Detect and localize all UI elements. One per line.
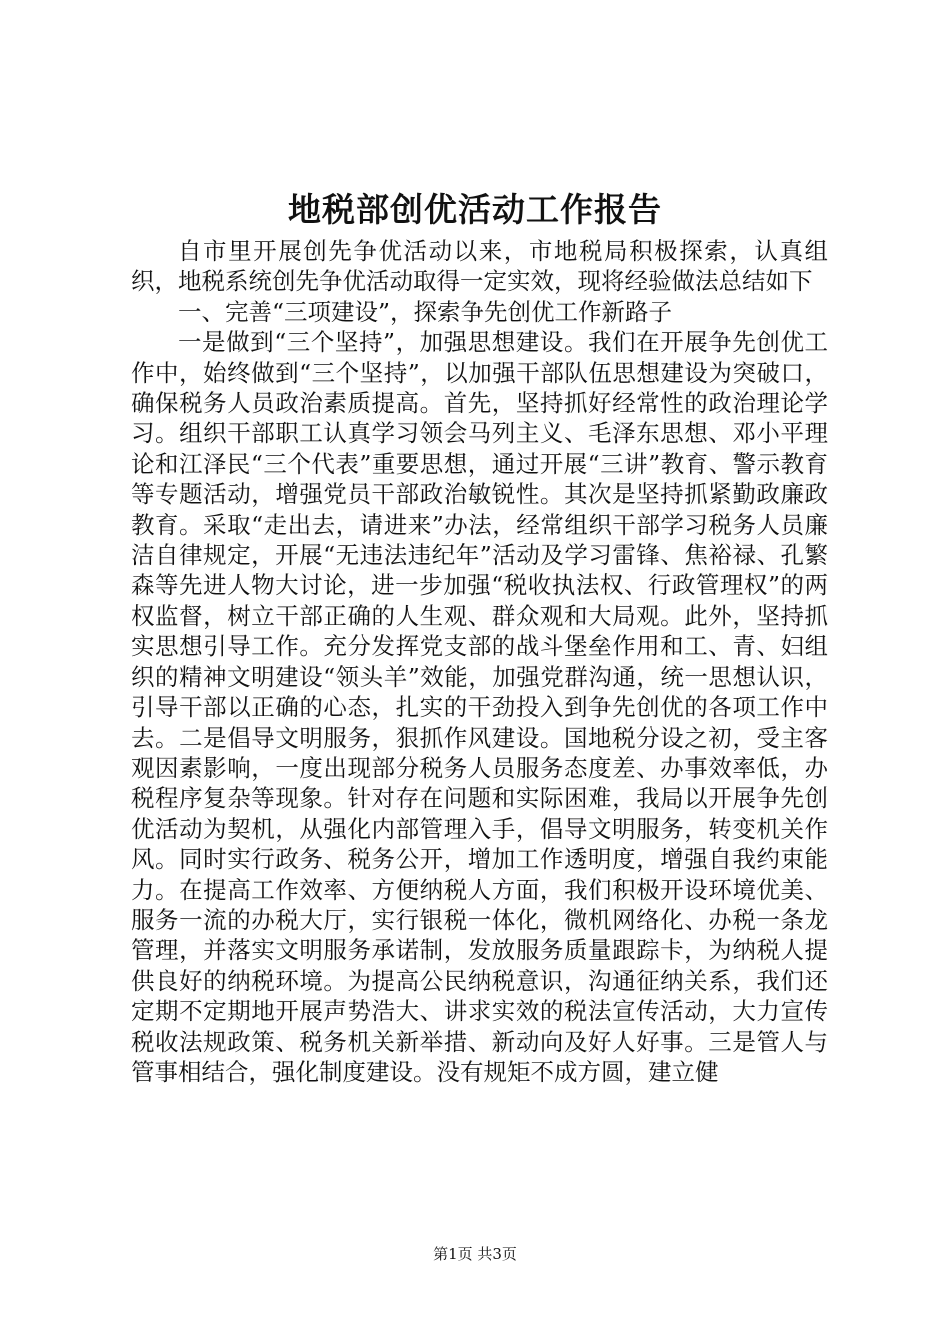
page-footer: 第1页 共3页 xyxy=(433,1245,517,1263)
paragraph-intro: 自市里开展创先争优活动以来，市地税局积极探索，认真组织，地税系统创先争优活动取得一定实效，现将经验做法总结如下 xyxy=(131,237,828,296)
document-title: 地税部创优活动工作报告 xyxy=(288,190,662,229)
section-heading-1: 一、完善“三项建设”，探索争先创优工作新路子 xyxy=(178,297,673,326)
document-body xyxy=(131,236,828,1087)
paragraph-main: 一是做到“三个坚持”，加强思想建设。我们在开展争先创优工作中，始终做到“三个坚持”，以加强干部队伍思想建设为突破口，确保税务人员政治素质提高。首先，坚持抓好经常性的政治理论学习。组织干部职工认真学习领会马列主义、毛泽东思想、邓小平理论和江泽民“三个代表”重要思想，通过开展“三讲”教育、警示教育等专题活动，增强党员干部政治敏锐性。其次是坚持抓紧勤政廉政教育。采取“走出去，请进来”办法，经常组织干部学习税务人员廉洁自律规定，开展“无违法违纪年”活动及学习雷锋、焦裕禄、孔繁森等先进人物大讨论，进一步加强“税收执法权、行政管理权”的两权监督，树立干部正确的人生观、群众观和大局观。此外，坚持抓实思想引导工作。充分发挥党支部的战斗堡垒作用和工、青、妇组织的精神文明建设“领头羊”效能，加强党群沟通，统一思想认识，引导干部以正确的心态，扎实的干劲投入到争先创优的各项工作中去。二是倡导文明服务，狠抓作风建设。国地税分设之初，受主客观因素影响，一度出现部分税务人员服务态度差、办事效率低，办税程序复杂等现象。针对存在问题和实际困难，我局以开展争先创优活动为契机，从强化内部管理入手，倡导文明服务，转变机关作风。同时实行政务、税务公开，增加工作透明度，增强自我约束能力。在提高工作效率、方便纳税人方面，我们积极开设环境优美、服务一流的办税大厅，实行银税一体化，微机网络化、办税一条龙管理，并落实文明服务承诺制，发放服务质量跟踪卡，为纳税人提供良好的纳税环境。为提高公民纳税意识，沟通征纳关系，我们还定期不定期地开展声势浩大、讲求实效的税法宣传活动，大力宣传税收法规政策、税务机关新举措、新动向及好人好事。三是管人与管事相结合，强化制度建设。没有规矩不成方圆，建立健 xyxy=(131,328,828,1086)
